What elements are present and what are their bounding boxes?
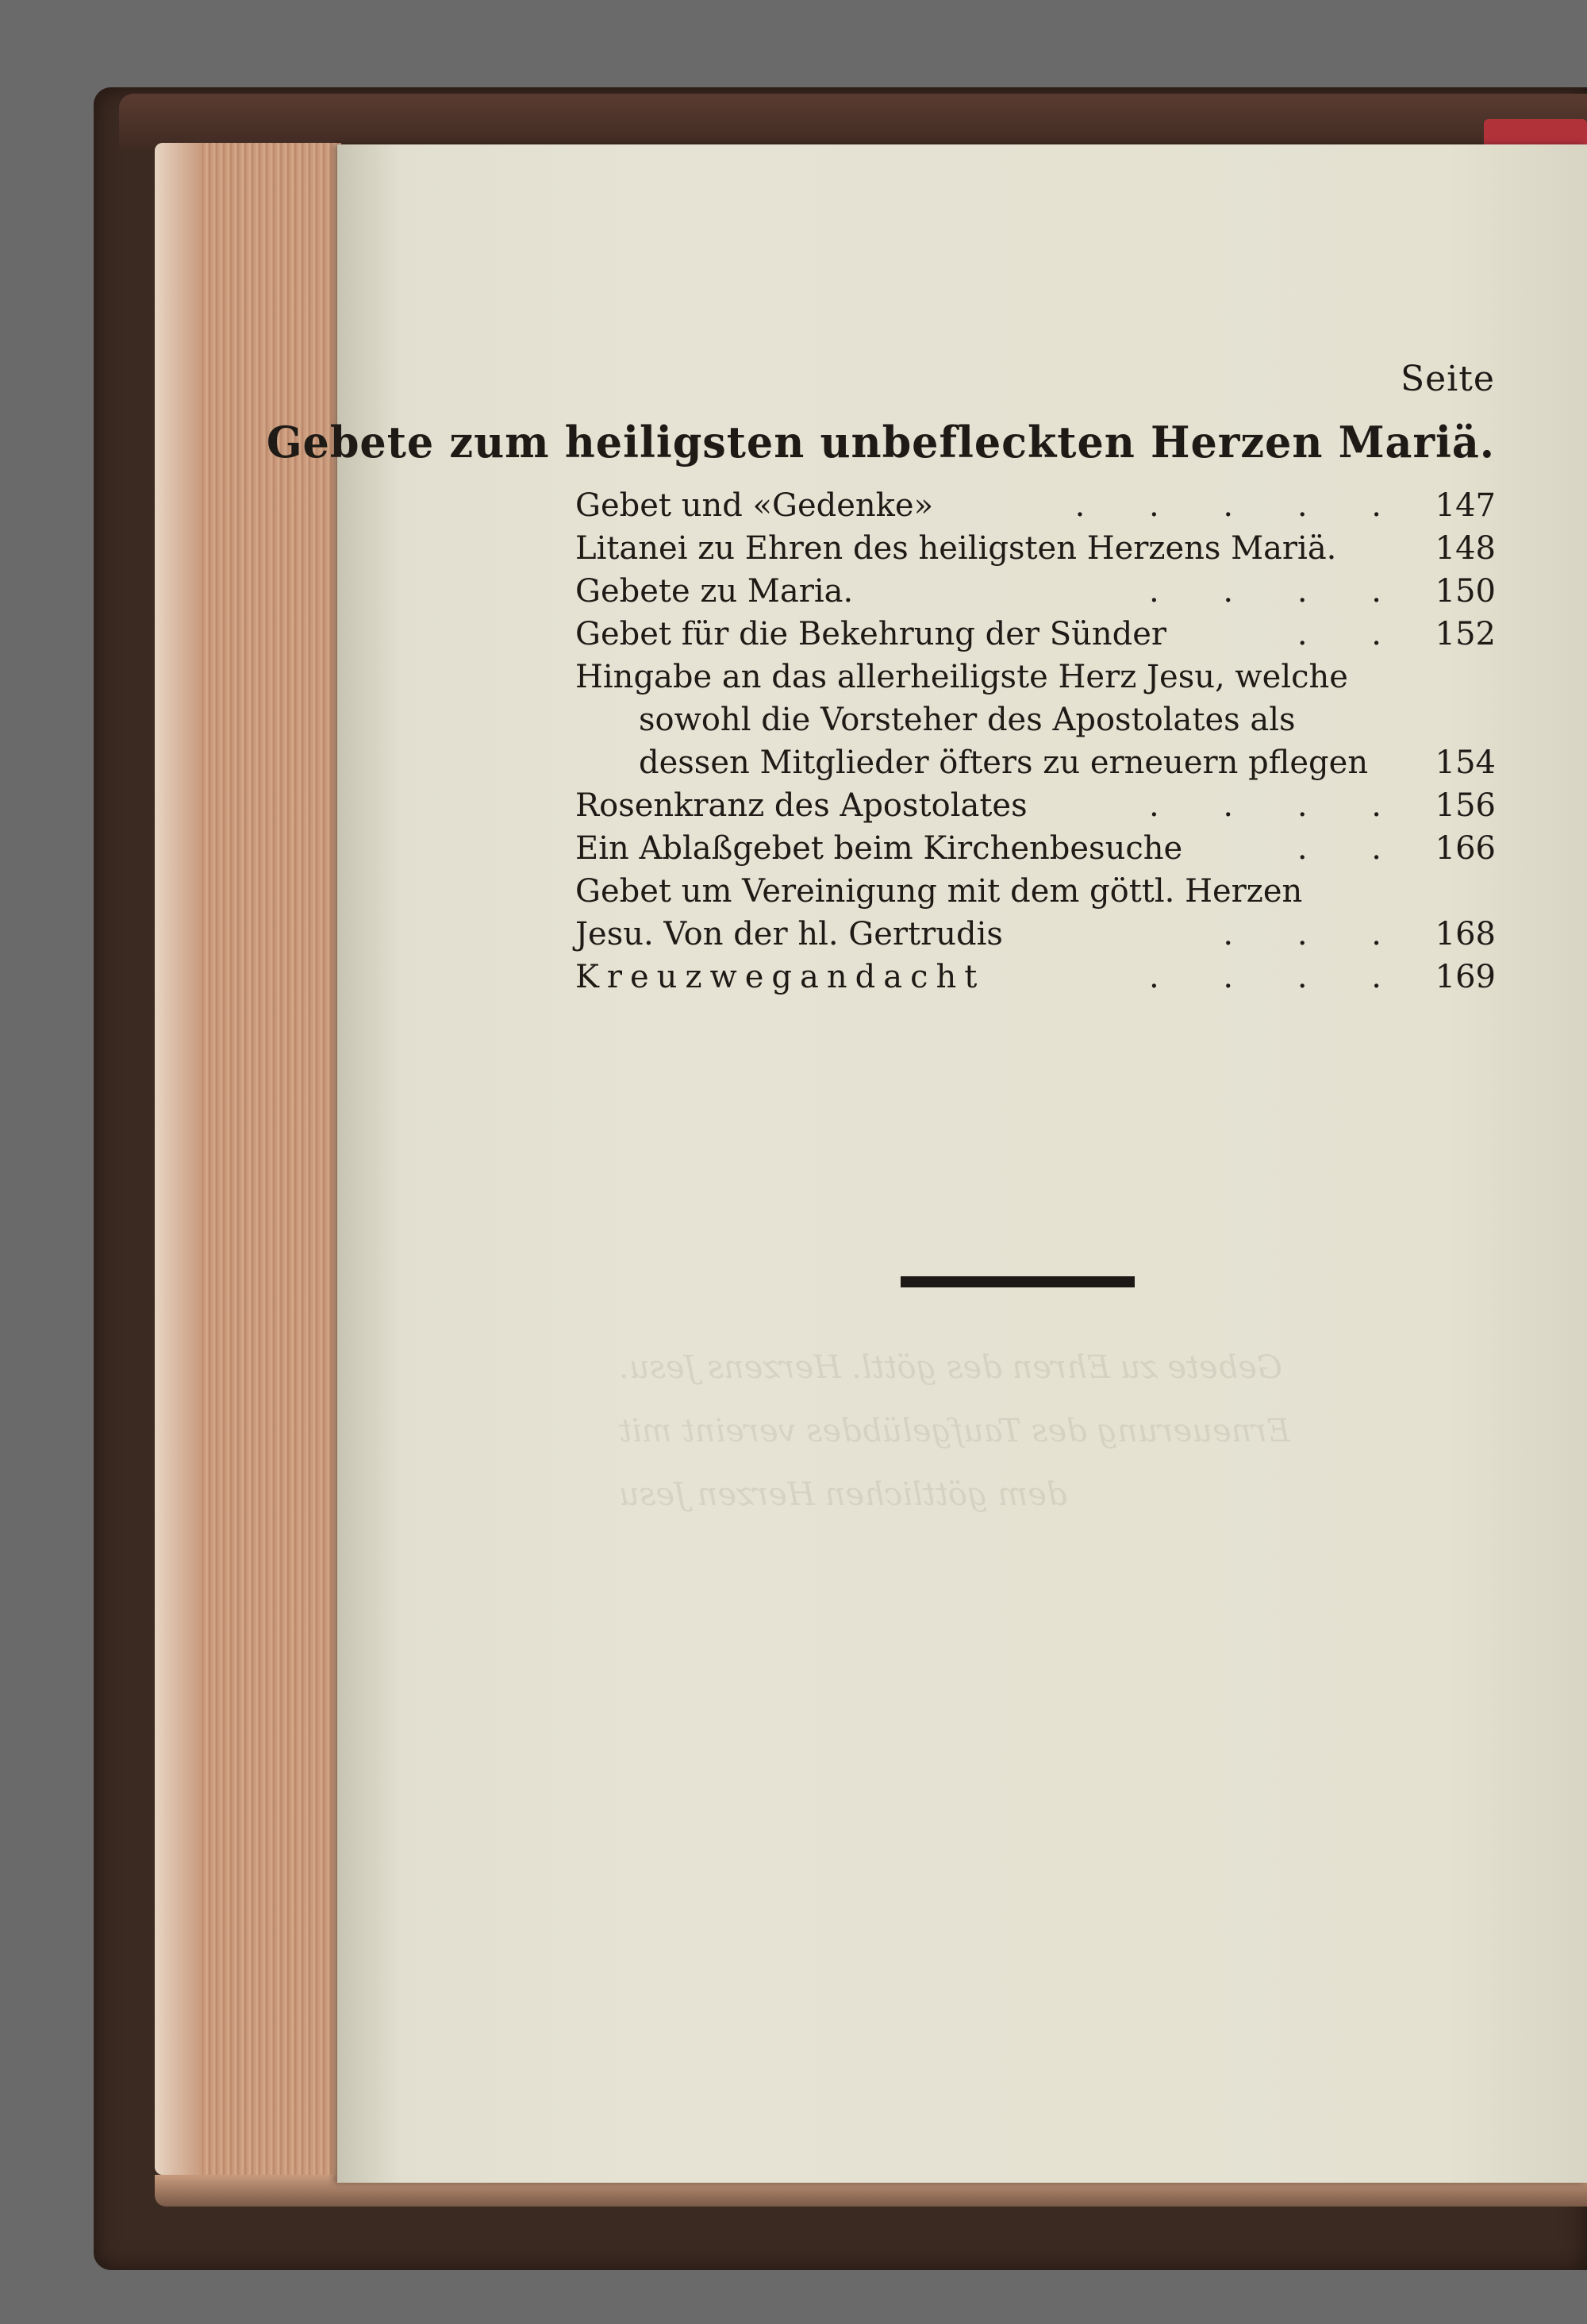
show-through-text: Erneuerung des Taufgelübdes vereint mit	[619, 1413, 1290, 1449]
toc-leader-dots: . . . .	[1148, 959, 1408, 995]
show-through-text: Gebete zu Ehren des göttl. Herzens Jesu.	[619, 1349, 1282, 1386]
section-title: Gebete zum heiligsten unbefleckten Herzen Mariä.	[266, 417, 1495, 467]
toc-entry-label: Gebet und «Gedenke»	[575, 487, 934, 524]
toc-entry	[575, 870, 1496, 913]
toc-entry-label: Hingabe an das allerheiligste Herz Jesu, welche	[575, 659, 1348, 695]
toc-leader-dots: . . . .	[1148, 787, 1408, 824]
toc-entry-label: Ein Ablaßgebet beim Kirchenbesuche	[575, 830, 1183, 867]
toc-entry-page: 154	[1435, 745, 1496, 781]
toc-entry	[575, 613, 1496, 656]
toc-entry	[575, 656, 1496, 698]
toc-entry	[575, 956, 1496, 998]
toc-entry-continuation	[575, 698, 1496, 741]
toc-entry-label: Rosenkranz des Apostolates	[575, 787, 1028, 824]
toc-entry-label: Litanei zu Ehren des heiligsten Herzens Mariä.	[575, 530, 1337, 567]
toc-entry-label: Jesu. Von der hl. Gertrudis	[575, 916, 1003, 952]
toc-entry-continuation	[575, 741, 1496, 784]
toc-entry-continuation	[575, 913, 1496, 956]
toc-entry-page: 166	[1435, 830, 1496, 867]
book-cover-top-edge	[119, 94, 1587, 149]
page-column-header: Seite	[1401, 359, 1495, 399]
toc-entry-page: 147	[1435, 487, 1496, 524]
toc-entry-label: dessen Mitglieder öfters zu erneuern pflegen	[639, 745, 1369, 781]
toc-entry-page: 152	[1435, 616, 1496, 652]
toc-entry-label: Gebete zu Maria.	[575, 573, 854, 610]
toc-entry-page: 156	[1435, 787, 1496, 824]
toc-entry-label: Gebet um Vereinigung mit dem göttl. Herzen	[575, 873, 1303, 910]
toc-entry-label: sowohl die Vorsteher des Apostolates als	[639, 702, 1296, 738]
toc-entry-label: Gebet für die Bekehrung der Sünder	[575, 616, 1167, 652]
toc-leader-dots: . . . . .	[1074, 487, 1408, 524]
toc-entry	[575, 827, 1496, 870]
toc-entry-page: 169	[1435, 959, 1496, 995]
toc-entry	[575, 527, 1496, 570]
toc-entry	[575, 484, 1496, 527]
toc-entry	[575, 784, 1496, 827]
toc-entry-page: 150	[1435, 573, 1496, 610]
toc-leader-dots: . .	[1297, 830, 1408, 867]
toc-entry-page: 148	[1435, 530, 1496, 567]
toc-entry-label: Kreuzwegandacht	[575, 959, 986, 995]
toc-entry-page: 168	[1435, 916, 1496, 952]
toc-entries	[575, 484, 1496, 998]
toc-leader-dots: . .	[1297, 616, 1408, 652]
section-end-rule	[901, 1276, 1135, 1287]
toc-leader-dots: . . .	[1223, 916, 1408, 952]
toc-entry	[575, 570, 1496, 613]
toc-leader-dots: . . . .	[1148, 573, 1408, 610]
show-through-text: dem göttlichen Herzen Jesu	[619, 1476, 1067, 1513]
